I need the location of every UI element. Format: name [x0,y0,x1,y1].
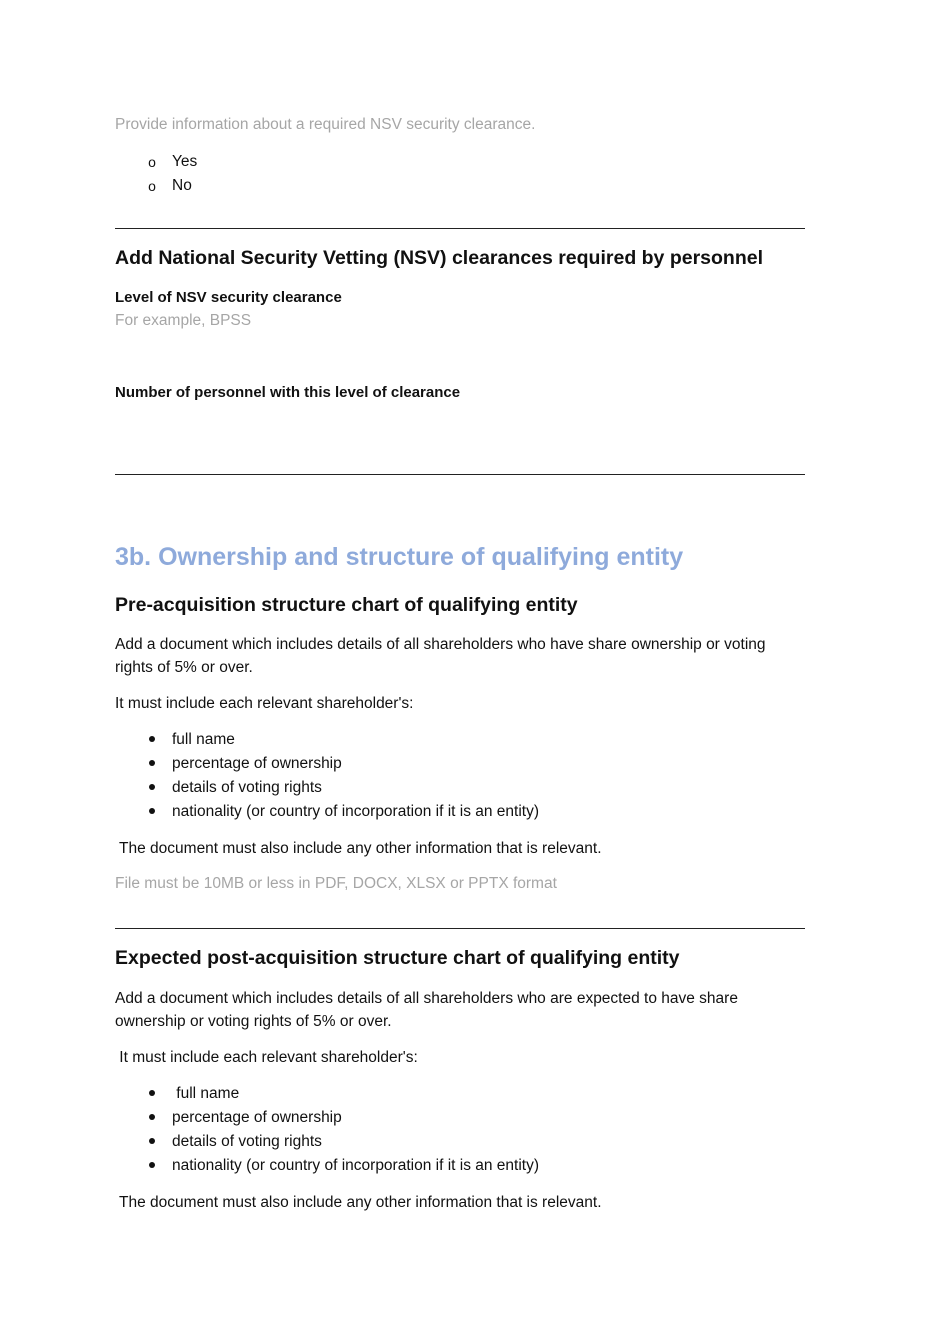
pre-acquisition-heading: Pre-acquisition structure chart of qualifying entity [115,594,578,616]
nsv-level-field[interactable]: For example, BPSS [115,312,252,329]
bullet-icon [145,728,159,752]
nsv-options-list [115,150,815,198]
pre-acquisition-intro: Add a document which includes details of all shareholders who have share ownership or voting rights of 5% or over. [115,636,766,676]
divider [115,474,805,475]
nsv-option-yes[interactable] [115,150,815,174]
list-item: details of voting rights [115,776,815,800]
bullet-icon [145,1106,159,1130]
option-label: Yes [172,153,198,170]
radio-circle-icon[interactable]: o [148,154,156,170]
nsv-level-label: Level of NSV security clearance [115,289,342,306]
list-item: percentage of ownership [115,752,815,776]
section-3b-title: 3b. Ownership and structure of qualifying entity [115,543,684,571]
list-item: full name [115,1082,815,1106]
list-item: details of voting rights [115,1130,815,1154]
list-item: percentage of ownership [115,1106,815,1130]
divider [115,928,805,929]
list-item: nationality (or country of incorporation if it is an entity) [115,1154,815,1178]
radio-circle-icon[interactable]: o [148,178,156,194]
divider [115,228,805,229]
bullet-icon [145,1082,159,1106]
option-label: No [172,177,192,194]
list-item: nationality (or country of incorporation if it is an entity) [115,800,815,824]
list-item: full name [115,728,815,752]
nsv-personnel-label: Number of personnel with this level of clearance [115,384,461,401]
pre-acquisition-also: The document must also include any other information that is relevant. [115,840,602,857]
bullet-icon [145,1154,159,1178]
bullet-icon [145,776,159,800]
pre-acquisition-include-label: It must include each relevant shareholder's: [115,695,414,712]
nsv-option-no[interactable] [115,174,815,198]
bullet-icon [145,752,159,776]
nsv-section-heading: Add National Security Vetting (NSV) clearances required by personnel [115,247,764,269]
bullet-icon [145,800,159,824]
post-acquisition-include-label: It must include each relevant shareholder's: [115,1049,418,1066]
post-acquisition-heading: Expected post-acquisition structure chart of qualifying entity [115,947,680,969]
post-acquisition-list [115,1082,815,1178]
file-upload-hint[interactable]: File must be 10MB or less in PDF, DOCX, XLSX or PPTX format [115,875,557,892]
post-acquisition-intro: Add a document which includes details of all shareholders who are expected to have share ownership or voting rights of 5% or over. [115,990,738,1030]
pre-acquisition-list [115,728,815,824]
bullet-icon [145,1130,159,1154]
nsv-question-hint: Provide information about a required NSV security clearance. [115,116,536,133]
post-acquisition-also: The document must also include any other information that is relevant. [115,1194,602,1211]
nsv-personnel-field[interactable] [115,410,805,450]
